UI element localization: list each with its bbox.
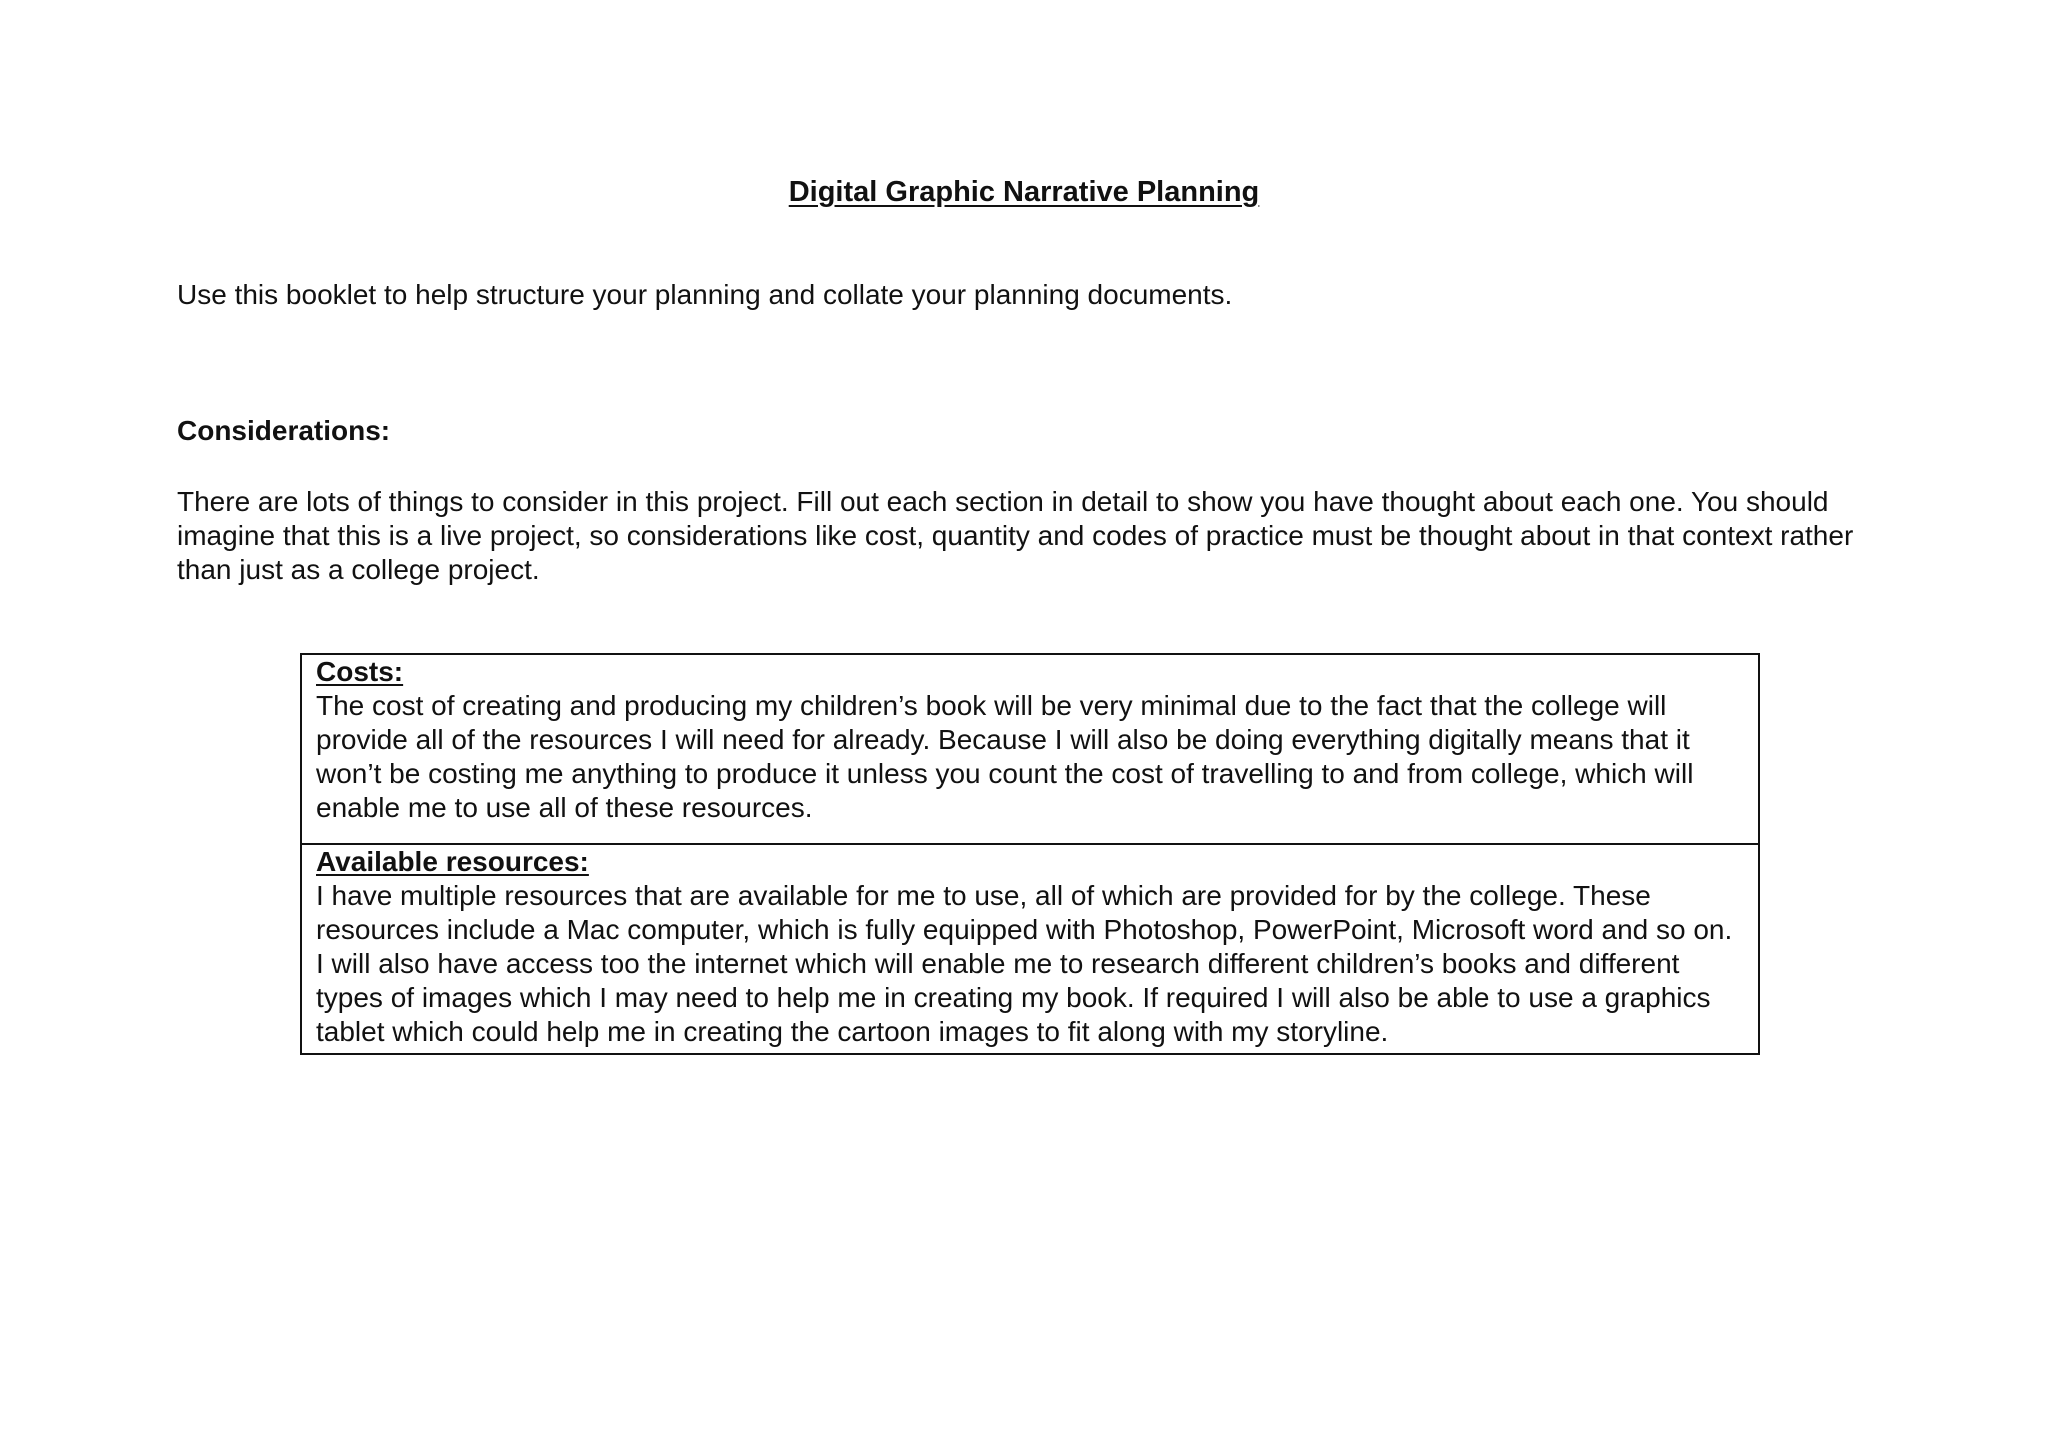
page-title: Digital Graphic Narrative Planning [788, 176, 1260, 208]
considerations-heading: Considerations: [177, 415, 391, 446]
available-resources-body: I have multiple resources that are available for me to use, all of which are provided for by the college. These resources include a Mac computer, which is fully equipped with Photoshop, PowerPoint, Microsoft word and so on. I will also have access too the internet which will enable me to research different children’s books and different types of images which I may need to help me in creating my book. If required I will also be able to use a graphics tablet which could help me in creating the cartoon images to fit along with my storyline. [316, 880, 1733, 1047]
available-resources-heading: Available resources: [316, 846, 589, 877]
considerations-body: There are lots of things to consider in this project. Fill out each section in detail to show you have thought about each one. You should imagine that this is a live project, so considerations like cost, quantity and codes of practice must be thought about in that context rather than just as a college project. [177, 486, 1854, 585]
costs-heading: Costs: [316, 656, 404, 687]
table-row-available-resources [301, 844, 1759, 1054]
intro-text: Use this booklet to help structure your planning and collate your planning documents. [177, 279, 1233, 310]
available-resources-cell [301, 844, 1759, 1054]
costs-cell [301, 654, 1759, 844]
planning-table [300, 653, 1760, 1055]
costs-body: The cost of creating and producing my children’s book will be very minimal due to the fact that the college will provide all of the resources I will need for already. Because I will also be doing everything digitally means that it won’t be costing me anything to produce it unless you count the cost of travelling to and from college, which will enable me to use all of these resources. [316, 690, 1694, 823]
table-row-costs [301, 654, 1759, 844]
